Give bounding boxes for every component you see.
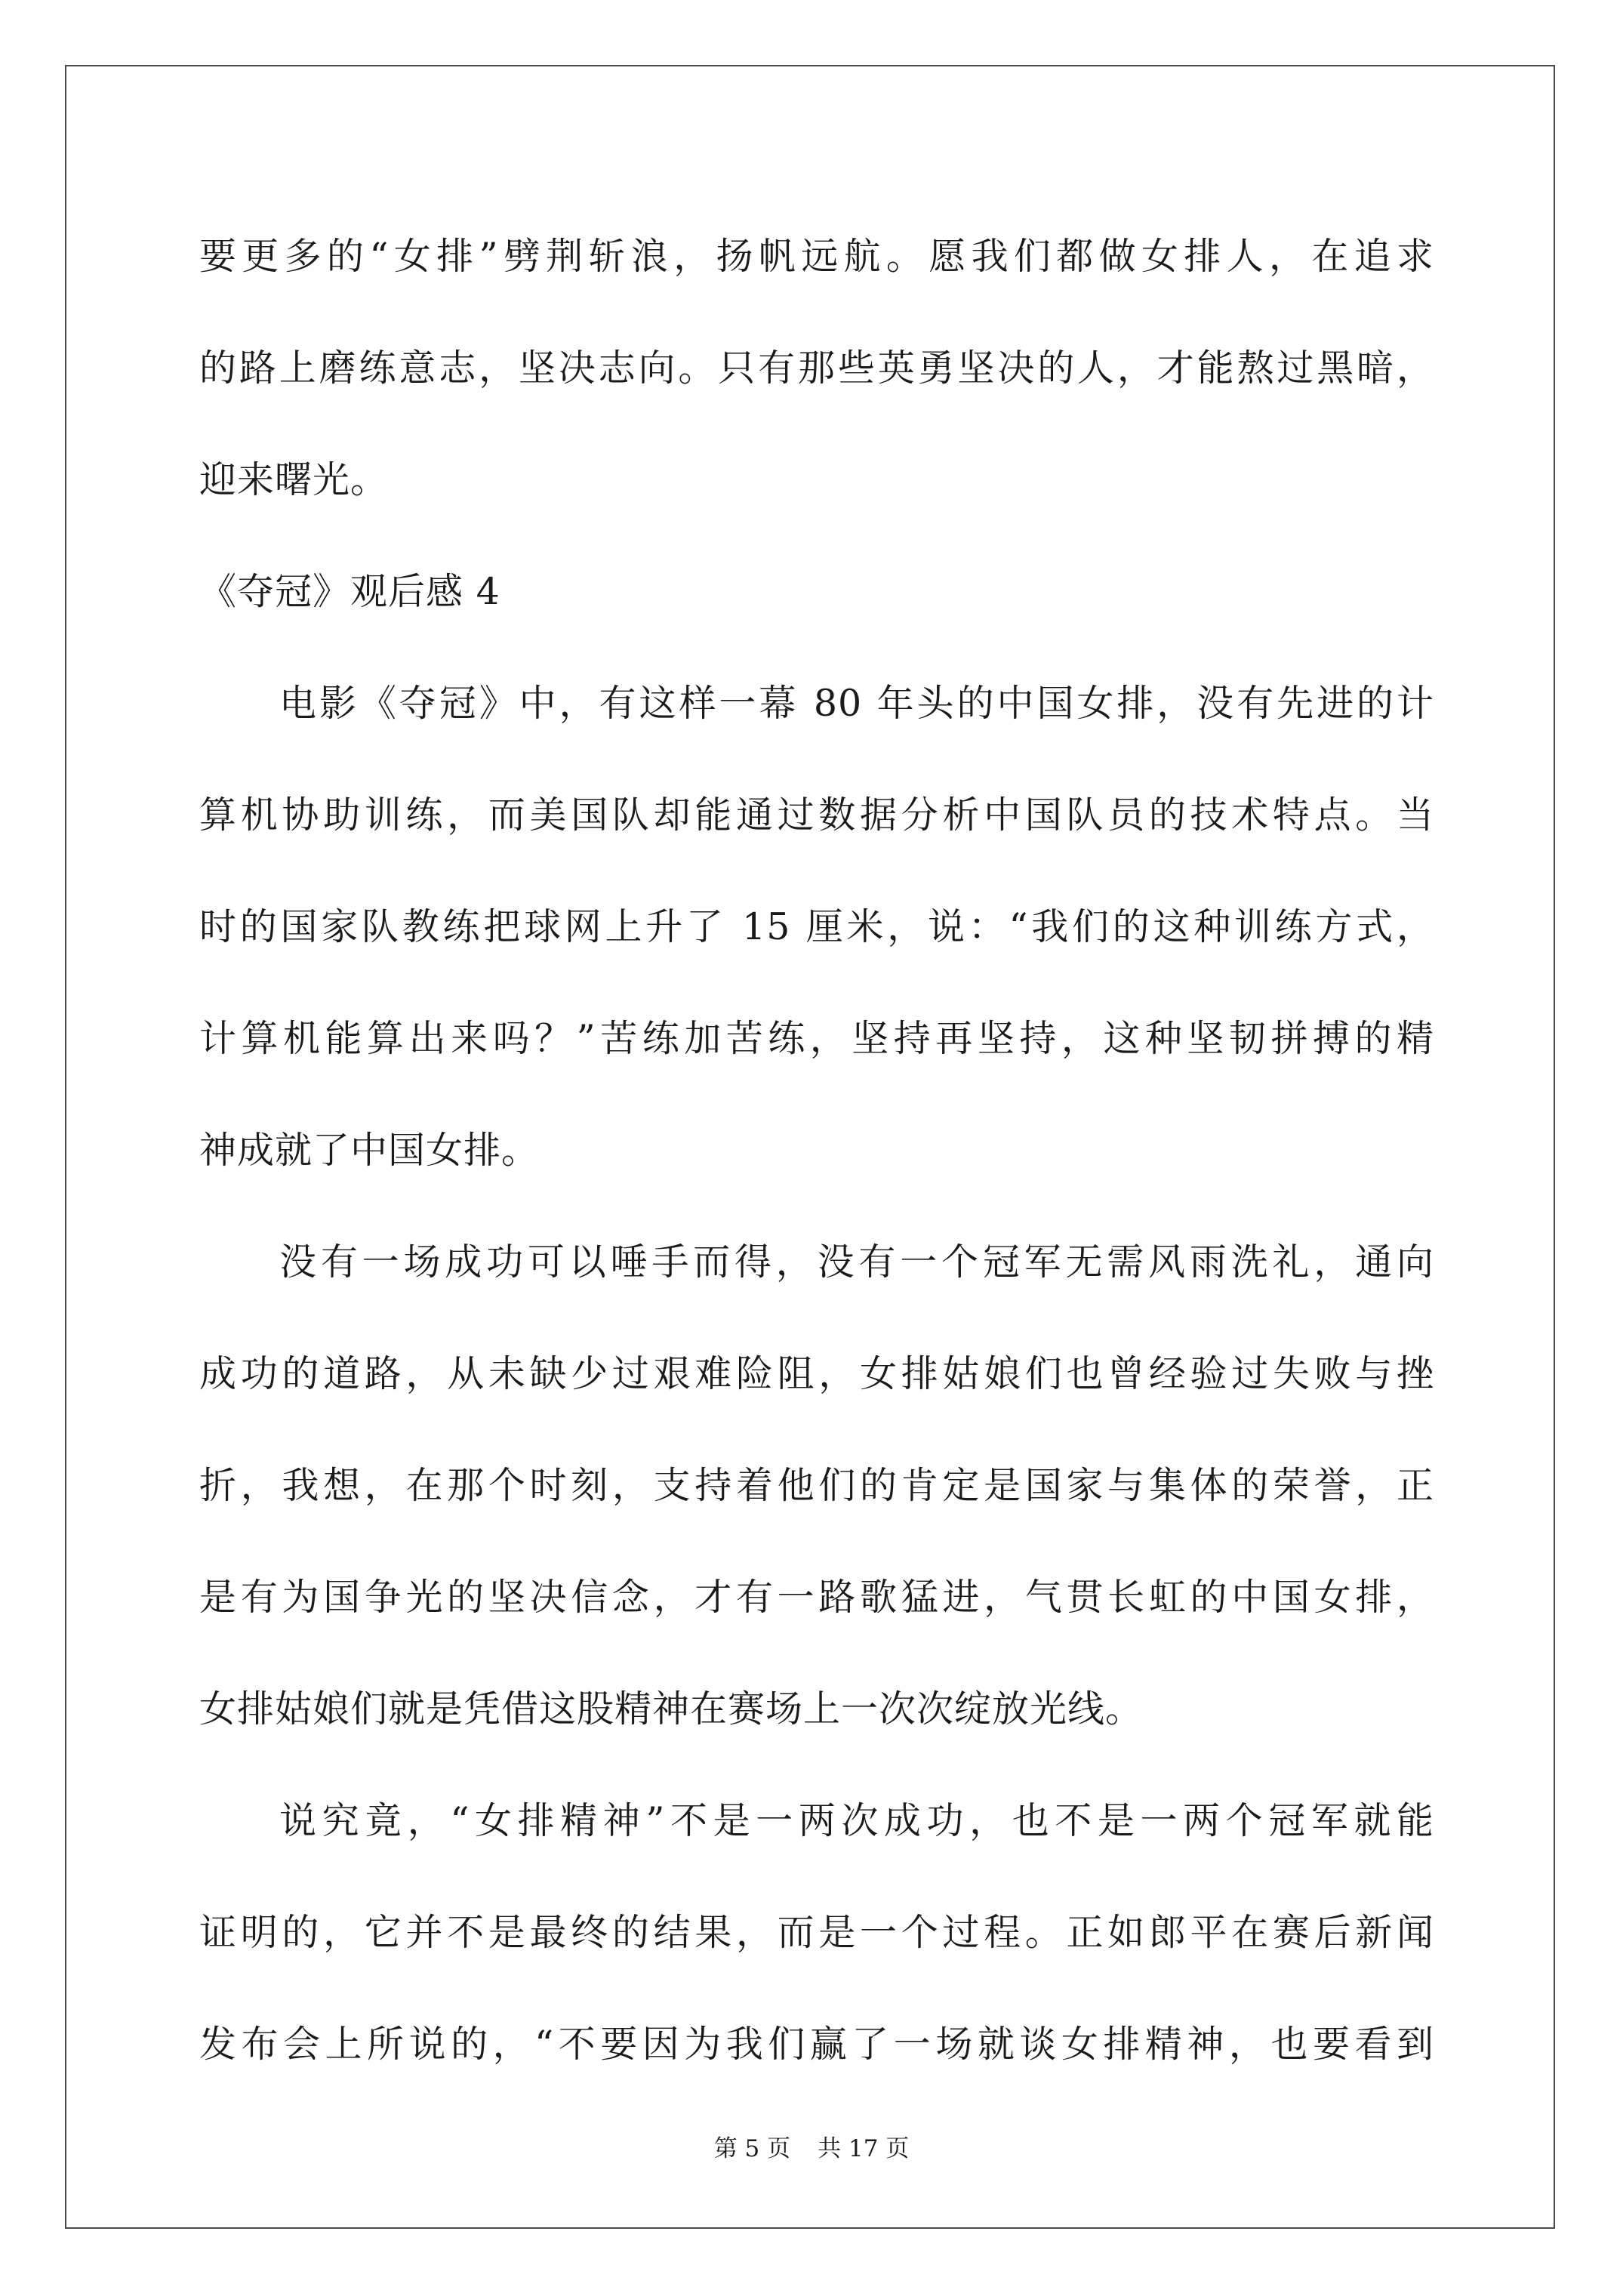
text-line: 神成就了中国女排。 [199,1129,540,1172]
text-line: 的路上磨练意志，坚决志向。只有那些英勇坚决的人，才能熬过黑暗， [199,347,1434,390]
text-line: 发布会上所说的，“不要因为我们赢了一场就谈女排精神，也要看到 [199,2023,1434,2066]
text-line: 迎来曙光。 [199,458,389,501]
page-number: 第 5 页 [713,2135,791,2162]
text-line: 算机协助训练，而美国队却能通过数据分析中国队员的技术特点。当 [199,794,1434,837]
text-line: 时的国家队教练把球网上升了 15 厘米，说：“我们的这种训练方式， [199,905,1434,948]
text-line: 计算机能算出来吗？”苦练加苦练，坚持再坚持，这种坚韧拼搏的精 [199,1017,1434,1060]
text-line: 电影《夺冠》中，有这样一幕 80 年头的中国女排，没有先进的计 [279,682,1434,725]
page-footer [0,2134,1623,2164]
document-body [199,201,1434,2100]
text-line: 折，我想，在那个时刻，支持着他们的肯定是国家与集体的荣誉，正 [199,1464,1434,1507]
text-line: 是有为国争光的坚决信念，才有一路歌猛进，气贯长虹的中国女排， [199,1576,1434,1619]
page-total: 共 17 页 [818,2135,910,2162]
text-line: 女排姑娘们就是凭借这股精神在赛场上一次次绽放光线。 [199,1687,1144,1730]
text-line: 没有一场成功可以唾手而得，没有一个冠军无需风雨洗礼，通向 [279,1240,1434,1284]
text-line: 要更多的“女排”劈荆斩浪，扬帆远航。愿我们都做女排人，在追求 [199,235,1434,278]
text-line: 说究竟，“女排精神”不是一两次成功，也不是一两个冠军就能 [279,1799,1434,1842]
section-heading: 《夺冠》观后感 4 [199,570,500,613]
text-line: 成功的道路，从未缺少过艰难险阻，女排姑娘们也曾经验过失败与挫 [199,1352,1434,1395]
text-line: 证明的，它并不是最终的结果，而是一个过程。正如郎平在赛后新闻 [199,1911,1434,1954]
